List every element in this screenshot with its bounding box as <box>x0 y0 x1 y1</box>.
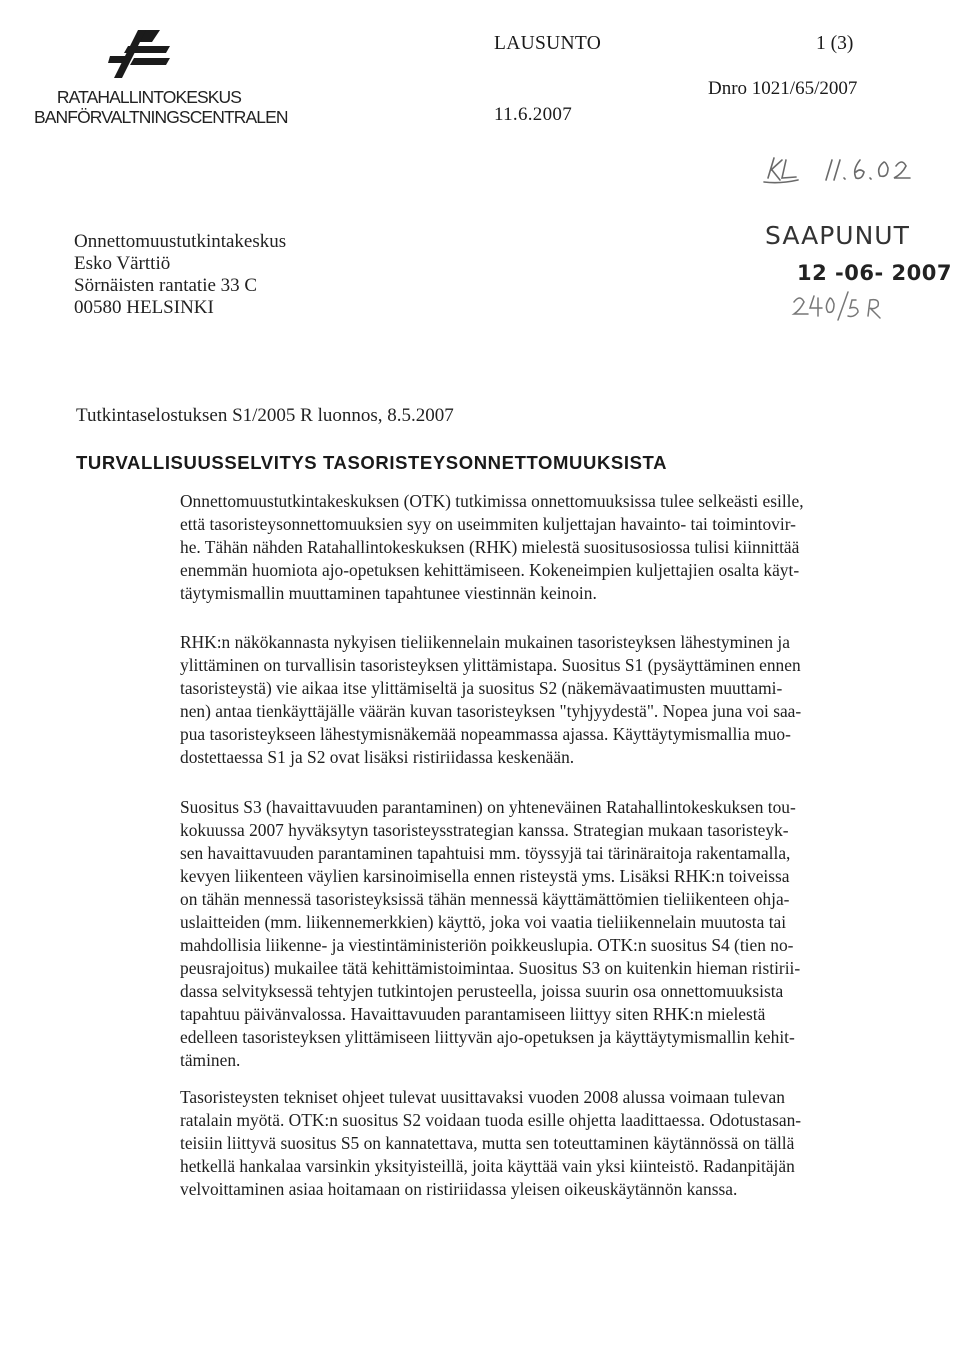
paragraph-line: velvoittaminen asiaa hoitamaan on ristiriidassa yleisen oikeuskäytännön kanssa. <box>180 1179 738 1199</box>
body-paragraph-3 <box>180 796 880 1072</box>
paragraph-line: he. Tähän nähden Ratahallintokeskuksen (RHK) mielestä suositusosiossa tulisi kiinnittää <box>180 537 800 557</box>
paragraph-line: uslaitteiden (mm. liikennemerkkien) käyttö, joka voi vaatia tieliikennelain muutosta tai <box>180 912 787 932</box>
paragraph-line: RHK:n näkökannasta nykyisen tieliikennelain mukainen tasoristeyksen lähestyminen ja <box>180 632 790 652</box>
organization-name-swedish: BANFÖRVALTNINGSCENTRALEN <box>34 107 288 127</box>
recipient-address <box>74 231 286 319</box>
document-register-number: Dnro 1021/65/2007 <box>708 78 858 99</box>
paragraph-line: teisiin liittyvä suositus S5 on kannatettava, mutta sen toteuttaminen käytännössä on tällä <box>180 1133 795 1153</box>
paragraph-line: täminen. <box>180 1050 241 1070</box>
paragraph-line: Tasoristeysten tekniset ohjeet tulevat uusittavaksi vuoden 2008 alussa voimaan tulevan <box>180 1087 785 1107</box>
paragraph-line: dassa selvityksessä tehtyjen tutkintojen perusteella, joissa suurin osa onnettomuuksista <box>180 981 784 1001</box>
document-reference: Tutkintaselostuksen S1/2005 R luonnos, 8.5.2007 <box>76 405 454 426</box>
paragraph-line: Onnettomuustutkintakeskuksen (OTK) tutkimissa onnettomuuksissa tulee selkeästi esille, <box>180 491 804 511</box>
recipient-street: Sörnäisten rantatie 33 C <box>74 275 258 296</box>
paragraph-line: Suositus S3 (havaittavuuden parantaminen) on yhteneväinen Ratahallintokeskuksen tou- <box>180 797 796 817</box>
paragraph-line: edelleen tasoristeyksen ylittämiseen liittyvän ajo-opetuksen ja käyttäytymismallin kehit- <box>180 1027 795 1047</box>
paragraph-line: peusrajoitus) mukailee tätä kehittämistoimintaa. Suositus S3 on kuitenkin hieman ristirii- <box>180 958 801 978</box>
handwritten-reference-number <box>790 288 900 322</box>
paragraph-line: sen havaittavuuden parantaminen tapahtuisi mm. töyssyjä tai tärinäraitoja rakentamalla, <box>180 843 791 863</box>
paragraph-line: kevyen liikenteen väylien karsinoimisella ennen risteystä yms. Lisäksi RHK:n toiveissa <box>180 866 790 886</box>
received-stamp-date: 12 -06- 2007 <box>797 261 952 285</box>
paragraph-line: enemmän huomiota ajo-opetuksen kehittämiseen. Kokeneimpien kuljettajien osalta käyt- <box>180 560 800 580</box>
organization-name-finnish: RATAHALLINTOKESKUS <box>56 87 242 107</box>
paragraph-line: täytymismallin muuttaminen tapahtunee viestinnän keinoin. <box>180 583 597 603</box>
paragraph-line: hetkellä hankalaa varsinkin yksityisteillä, joita käyttää vain yksi kiinteistö. Radanpitäjän <box>180 1156 795 1176</box>
page-number: 1 (3) <box>816 33 854 54</box>
document-date: 11.6.2007 <box>494 104 572 125</box>
ratahallintokeskus-logo-icon <box>108 28 172 80</box>
handwritten-initials-note <box>760 148 920 188</box>
paragraph-line: on tähän mennessä tasoristeyksissä tähän mennessä käyttämättömien tieliikenteen ohja- <box>180 889 790 909</box>
document-type: LAUSUNTO <box>494 33 602 54</box>
body-paragraph-2 <box>180 631 880 769</box>
received-stamp-title: SAAPUNUT <box>765 221 910 250</box>
paragraph-line: ylittäminen on turvallisin tasoristeyksen ylittämistapa. Suositus S1 (pysäyttäminen ennen <box>180 655 801 675</box>
recipient-person: Esko Värttiö <box>74 253 171 274</box>
body-paragraph-1 <box>180 490 880 605</box>
recipient-organization: Onnettomuustutkintakeskus <box>74 231 287 252</box>
document-title: TURVALLISUUSSELVITYS TASORISTEYSONNETTOMUUKSISTA <box>76 452 668 473</box>
paragraph-line: mahdollisia liikenne- ja viestintäministeriön poikkeuslupia. OTK:n suositus S4 (tien no- <box>180 935 794 955</box>
paragraph-line: dostettaessa S1 ja S2 ovat lisäksi ristiriidassa keskenään. <box>180 747 575 767</box>
paragraph-line: tasoristeystä) vie aikaa itse ylittämiseltä ja suositus S2 (näkemävaatimusten muuttami- <box>180 678 783 698</box>
paragraph-line: tapahtuu päivänvalossa. Havaittavuuden parantamiseen liittyy siten RHK:n mielestä <box>180 1004 766 1024</box>
paragraph-line: nen) antaa tienkäyttäjälle väärän kuvan tasoristeyksen "tyhjyydestä". Nopea juna voi saa- <box>180 701 802 721</box>
recipient-postal-city: 00580 HELSINKI <box>74 297 214 318</box>
paragraph-line: ratalain myötä. OTK:n suositus S2 voidaan tuoda esille ohjetta laadittaessa. Odotustasan- <box>180 1110 802 1130</box>
paragraph-line: pua tasoristeykseen lähestymisnäkemää nopeammassa ajassa. Käyttäytymismallia muo- <box>180 724 791 744</box>
organization-name <box>34 87 288 127</box>
paragraph-line: että tasoristeysonnettomuuksien syy on useimmiten kuljettajan havainto- tai toimintovir- <box>180 514 796 534</box>
paragraph-line: kokuussa 2007 hyväksytyn tasoristeysstrategian kanssa. Strategian mukaan tasoristeyk- <box>180 820 789 840</box>
body-paragraph-4 <box>180 1086 880 1201</box>
